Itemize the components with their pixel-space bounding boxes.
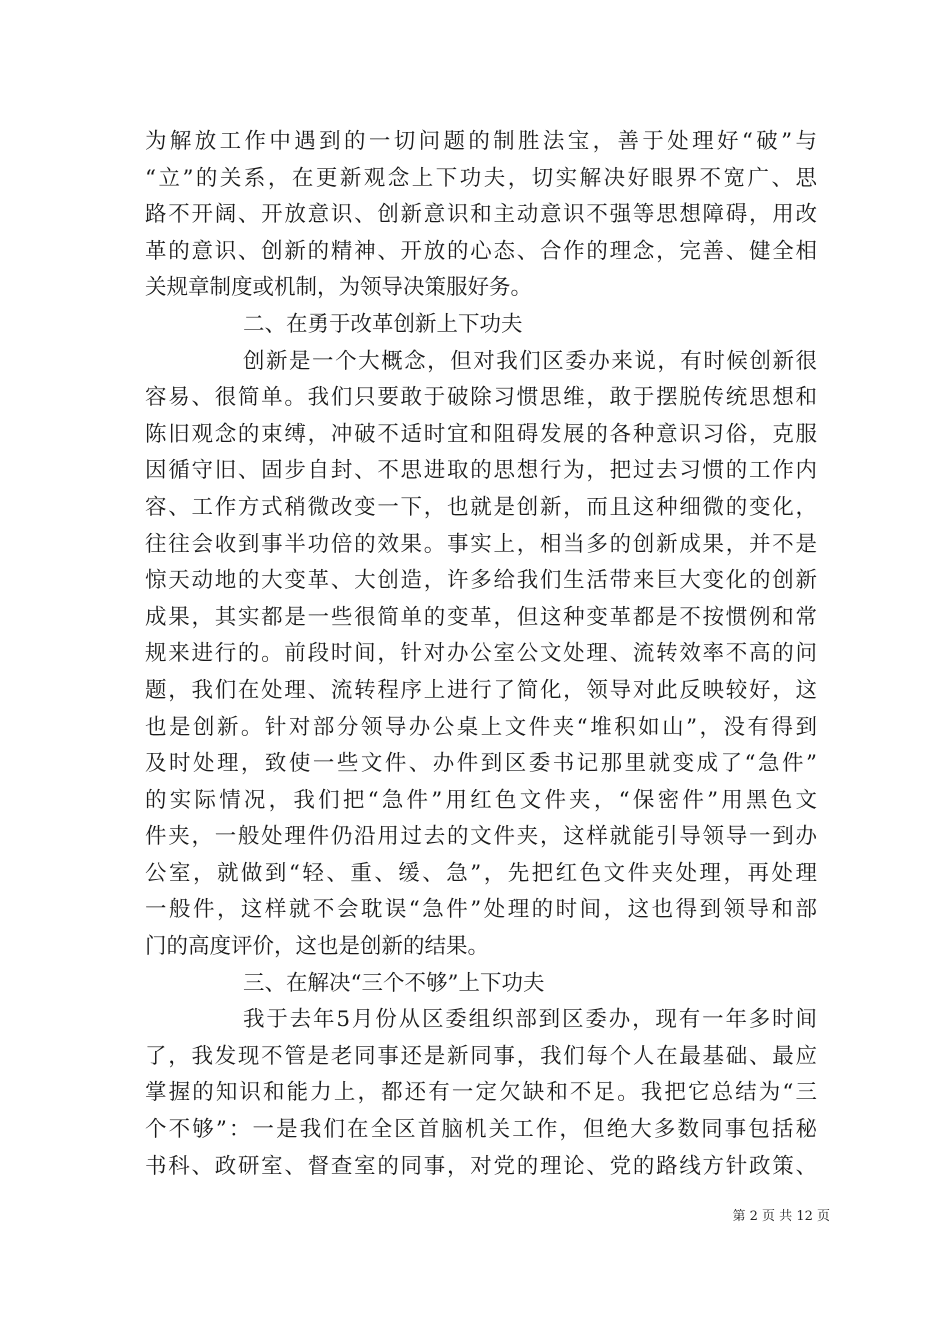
text-line: 关规章制度或机制，为领导决策服好务。 xyxy=(145,275,533,301)
text-line: 书科、政研室、督查室的同事，对党的理论、党的路线方针政策、 xyxy=(145,1153,817,1179)
text-line: 一般件，这样就不会耽误“急件”处理的时间，这也得到领导和部 xyxy=(145,897,817,923)
text-line: 成果，其实都是一些很简单的变革，但这种变革都是不按惯例和常 xyxy=(145,604,817,630)
text-line: 及时处理，致使一些文件、办件到区委书记那里就变成了“急件” xyxy=(145,751,817,777)
text-line: 门的高度评价，这也是创新的结果。 xyxy=(145,934,490,960)
text-line: 容易、很简单。我们只要敢于破除习惯思维，敢于摆脱传统思想和 xyxy=(145,385,817,411)
text-line: 也是创新。针对部分领导办公桌上文件夹“堆积如山”，没有得到 xyxy=(145,714,817,740)
paragraph-first-line: 我于去年5月份从区委组织部到区委办，现有一年多时间 xyxy=(243,1007,817,1033)
document-body xyxy=(145,124,817,1185)
text-line: 规来进行的。前段时间，针对办公室公文处理、流转效率不高的问 xyxy=(145,641,817,667)
page-number-footer: 第 2 页 共 12 页 xyxy=(732,1209,830,1224)
section-heading-2: 二、在勇于改革创新上下功夫 xyxy=(243,311,523,337)
text-line: 题，我们在处理、流转程序上进行了简化，领导对此反映较好，这 xyxy=(145,677,817,703)
text-line: 革的意识、创新的精神、开放的心态、合作的理念，完善、健全相 xyxy=(145,238,817,264)
text-line: 陈旧观念的束缚，冲破不适时宜和阻碍发展的各种意识习俗，克服 xyxy=(145,421,817,447)
text-line: “立”的关系，在更新观念上下功夫，切实解决好眼界不宽广、思 xyxy=(145,165,817,191)
paragraph-first-line: 创新是一个大概念，但对我们区委办来说，有时候创新很 xyxy=(243,348,817,374)
text-line: 公室，就做到“轻、重、缓、急”，先把红色文件夹处理，再处理 xyxy=(145,860,817,886)
text-line: 容、工作方式稍微改变一下，也就是创新，而且这种细微的变化， xyxy=(145,494,817,520)
text-line: 惊天动地的大变革、大创造，许多给我们生活带来巨大变化的创新 xyxy=(145,568,817,594)
text-line: 了，我发现不管是老同事还是新同事，我们每个人在最基础、最应 xyxy=(145,1043,817,1069)
text-line: 因循守旧、固步自封、不思进取的思想行为，把过去习惯的工作内 xyxy=(145,458,817,484)
text-line: 件夹，一般处理件仍沿用过去的文件夹，这样就能引导领导一到办 xyxy=(145,824,817,850)
text-line: 路不开阔、开放意识、创新意识和主动意识不强等思想障碍，用改 xyxy=(145,202,817,228)
text-line: 个不够”：一是我们在全区首脑机关工作，但绝大多数同事包括秘 xyxy=(145,1117,817,1143)
text-line: 往往会收到事半功倍的效果。事实上，相当多的创新成果，并不是 xyxy=(145,531,817,557)
text-line: 为解放工作中遇到的一切问题的制胜法宝，善于处理好“破”与 xyxy=(145,129,817,154)
text-line: 掌握的知识和能力上，都还有一定欠缺和不足。我把它总结为“三 xyxy=(145,1080,817,1106)
text-line: 的实际情况，我们把“急件”用红色文件夹，“保密件”用黑色文 xyxy=(145,787,817,813)
section-heading-3: 三、在解决“三个不够”上下功夫 xyxy=(243,970,545,996)
